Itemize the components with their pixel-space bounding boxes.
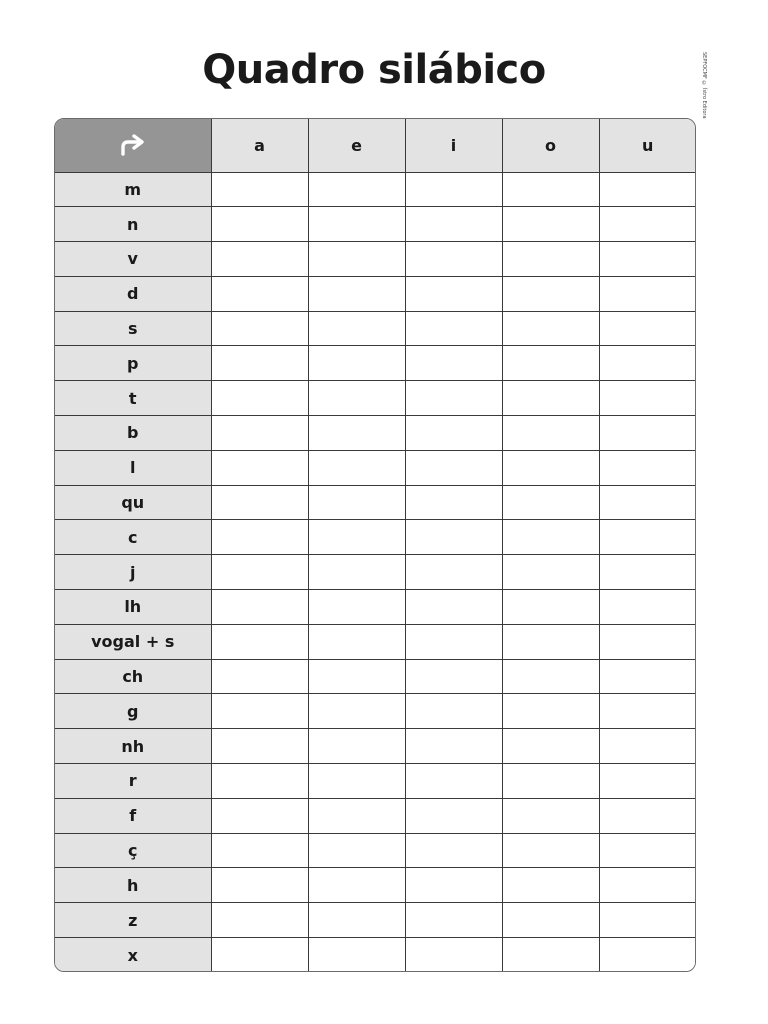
- table-row: [55, 520, 696, 555]
- page-title: Quadro silábico: [202, 47, 546, 93]
- syllable-cell: [502, 764, 599, 799]
- syllable-cell: [211, 938, 308, 972]
- syllable-cell: [502, 311, 599, 346]
- vowel-header: u: [599, 119, 696, 172]
- syllable-cell: [502, 276, 599, 311]
- syllable-cell: [599, 276, 696, 311]
- vowel-header: o: [502, 119, 599, 172]
- syllable-cell: [211, 833, 308, 868]
- syllable-cell: [405, 450, 502, 485]
- syllable-cell: [502, 868, 599, 903]
- syllable-cell: [211, 868, 308, 903]
- syllable-cell: [308, 555, 405, 590]
- syllable-cell: [599, 624, 696, 659]
- syllable-cell: [405, 868, 502, 903]
- syllable-cell: [308, 346, 405, 381]
- syllable-cell: [599, 416, 696, 451]
- syllable-cell: [405, 764, 502, 799]
- syllable-cell: [599, 485, 696, 520]
- syllable-cell: [308, 938, 405, 972]
- syllable-cell: [599, 450, 696, 485]
- syllable-cell: [211, 450, 308, 485]
- header-row: [55, 119, 696, 172]
- syllable-cell: [502, 903, 599, 938]
- syllable-cell: [308, 485, 405, 520]
- syllable-cell: [211, 624, 308, 659]
- syllable-cell: [502, 172, 599, 207]
- syllable-cell: [405, 172, 502, 207]
- syllable-cell: [405, 590, 502, 625]
- vowel-header: i: [405, 119, 502, 172]
- syllable-cell: [502, 798, 599, 833]
- consonant-label: d: [55, 276, 211, 311]
- syllable-cell: [308, 624, 405, 659]
- syllable-cell: [502, 938, 599, 972]
- syllable-cell: [599, 903, 696, 938]
- syllable-cell: [599, 590, 696, 625]
- syllable-cell: [211, 311, 308, 346]
- syllable-cell: [308, 416, 405, 451]
- syllable-cell: [405, 242, 502, 277]
- syllable-cell: [599, 868, 696, 903]
- syllable-cell: [599, 172, 696, 207]
- syllable-cell: [599, 346, 696, 381]
- table-row: [55, 729, 696, 764]
- table-row: [55, 311, 696, 346]
- syllable-table: [55, 119, 696, 972]
- syllable-cell: [405, 346, 502, 381]
- syllable-cell: [308, 172, 405, 207]
- consonant-label: h: [55, 868, 211, 903]
- syllable-cell: [502, 346, 599, 381]
- vowel-header: e: [308, 119, 405, 172]
- consonant-label: lh: [55, 590, 211, 625]
- syllable-cell: [405, 624, 502, 659]
- syllable-cell: [599, 938, 696, 972]
- syllable-cell: [599, 764, 696, 799]
- syllable-cell: [599, 381, 696, 416]
- syllable-cell: [211, 485, 308, 520]
- syllable-cell: [502, 590, 599, 625]
- syllable-cell: [599, 729, 696, 764]
- syllable-cell: [405, 659, 502, 694]
- syllable-cell: [502, 659, 599, 694]
- syllable-cell: [211, 242, 308, 277]
- syllable-cell: [308, 659, 405, 694]
- table-row: [55, 555, 696, 590]
- syllable-cell: [502, 729, 599, 764]
- syllable-cell: [211, 694, 308, 729]
- syllable-cell: [308, 903, 405, 938]
- syllable-cell: [308, 207, 405, 242]
- syllable-cell: [308, 311, 405, 346]
- syllable-cell: [308, 381, 405, 416]
- syllable-cell: [405, 520, 502, 555]
- table-row: [55, 764, 696, 799]
- turn-right-arrow-icon: [55, 119, 211, 172]
- syllable-cell: [308, 276, 405, 311]
- syllable-cell: [502, 416, 599, 451]
- consonant-label: l: [55, 450, 211, 485]
- consonant-label: c: [55, 520, 211, 555]
- syllable-cell: [502, 833, 599, 868]
- syllable-cell: [308, 833, 405, 868]
- syllable-cell: [502, 485, 599, 520]
- consonant-label: x: [55, 938, 211, 972]
- consonant-label: vogal + s: [55, 624, 211, 659]
- consonant-label: s: [55, 311, 211, 346]
- syllable-table-frame: [54, 118, 696, 972]
- syllable-cell: [211, 207, 308, 242]
- table-row: [55, 381, 696, 416]
- syllable-cell: [211, 798, 308, 833]
- consonant-label: t: [55, 381, 211, 416]
- table-row: [55, 276, 696, 311]
- copyright-text: SEPFOCMF © Ístro Editora: [701, 52, 707, 119]
- syllable-cell: [405, 311, 502, 346]
- syllable-cell: [599, 242, 696, 277]
- vowel-header: a: [211, 119, 308, 172]
- syllable-cell: [405, 485, 502, 520]
- syllable-cell: [405, 729, 502, 764]
- syllable-cell: [211, 903, 308, 938]
- syllable-cell: [502, 381, 599, 416]
- syllable-cell: [405, 381, 502, 416]
- syllable-cell: [308, 590, 405, 625]
- syllable-cell: [308, 450, 405, 485]
- table-row: [55, 694, 696, 729]
- syllable-cell: [308, 868, 405, 903]
- syllable-cell: [599, 207, 696, 242]
- syllable-cell: [308, 694, 405, 729]
- syllable-cell: [211, 276, 308, 311]
- table-row: [55, 903, 696, 938]
- syllable-cell: [211, 659, 308, 694]
- syllable-cell: [502, 694, 599, 729]
- table-row: [55, 798, 696, 833]
- consonant-label: qu: [55, 485, 211, 520]
- syllable-cell: [211, 764, 308, 799]
- consonant-label: p: [55, 346, 211, 381]
- consonant-label: z: [55, 903, 211, 938]
- syllable-cell: [211, 381, 308, 416]
- table-row: [55, 450, 696, 485]
- table-row: [55, 868, 696, 903]
- syllable-cell: [502, 207, 599, 242]
- syllable-cell: [599, 520, 696, 555]
- syllable-cell: [308, 729, 405, 764]
- syllable-cell: [405, 694, 502, 729]
- syllable-cell: [405, 207, 502, 242]
- syllable-cell: [502, 242, 599, 277]
- table-row: [55, 416, 696, 451]
- syllable-cell: [211, 729, 308, 764]
- syllable-cell: [405, 938, 502, 972]
- consonant-label: ç: [55, 833, 211, 868]
- consonant-label: b: [55, 416, 211, 451]
- syllable-cell: [405, 833, 502, 868]
- copyright-note: [697, 52, 711, 132]
- consonant-label: nh: [55, 729, 211, 764]
- syllable-cell: [211, 520, 308, 555]
- syllable-cell: [599, 694, 696, 729]
- syllable-cell: [308, 520, 405, 555]
- consonant-label: ch: [55, 659, 211, 694]
- syllable-cell: [502, 555, 599, 590]
- consonant-label: j: [55, 555, 211, 590]
- table-row: [55, 590, 696, 625]
- syllable-cell: [502, 624, 599, 659]
- syllable-cell: [599, 798, 696, 833]
- syllable-cell: [211, 555, 308, 590]
- syllable-cell: [405, 903, 502, 938]
- syllable-cell: [308, 242, 405, 277]
- syllable-cell: [211, 416, 308, 451]
- syllable-cell: [599, 833, 696, 868]
- consonant-label: n: [55, 207, 211, 242]
- syllable-cell: [211, 172, 308, 207]
- syllable-cell: [405, 798, 502, 833]
- table-row: [55, 207, 696, 242]
- syllable-cell: [211, 346, 308, 381]
- table-row: [55, 833, 696, 868]
- syllable-cell: [211, 590, 308, 625]
- table-row: [55, 938, 696, 972]
- table-row: [55, 242, 696, 277]
- consonant-label: v: [55, 242, 211, 277]
- consonant-label: f: [55, 798, 211, 833]
- table-row: [55, 346, 696, 381]
- syllable-cell: [308, 764, 405, 799]
- consonant-label: g: [55, 694, 211, 729]
- syllable-cell: [502, 520, 599, 555]
- table-row: [55, 172, 696, 207]
- syllable-cell: [405, 555, 502, 590]
- table-row: [55, 624, 696, 659]
- table-row: [55, 659, 696, 694]
- syllable-cell: [599, 659, 696, 694]
- table-row: [55, 485, 696, 520]
- syllable-cell: [405, 276, 502, 311]
- syllable-cell: [502, 450, 599, 485]
- consonant-label: m: [55, 172, 211, 207]
- syllable-cell: [308, 798, 405, 833]
- syllable-cell: [405, 416, 502, 451]
- syllable-cell: [599, 311, 696, 346]
- syllable-cell: [599, 555, 696, 590]
- consonant-label: r: [55, 764, 211, 799]
